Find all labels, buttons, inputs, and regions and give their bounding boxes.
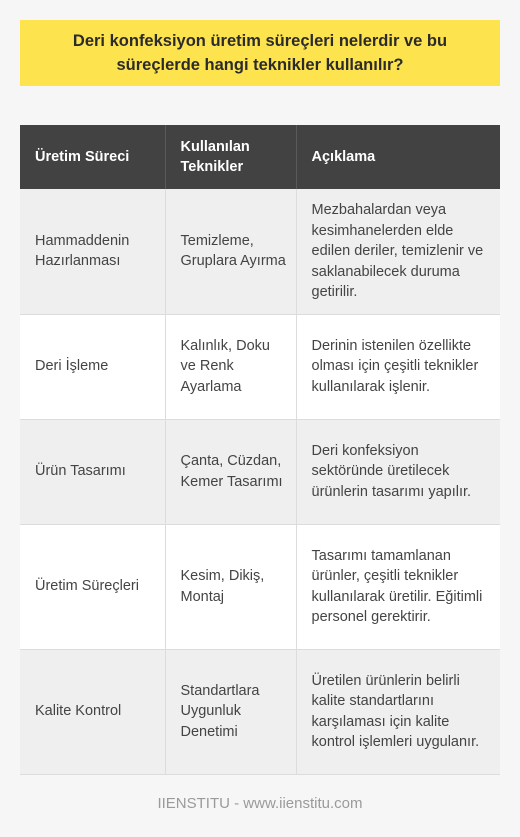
table-row	[20, 649, 500, 774]
table-row	[20, 524, 500, 649]
table-header-row	[20, 125, 500, 189]
cell-process: Deri İşleme	[20, 314, 165, 419]
header-process: Üretim Süreci	[20, 125, 165, 189]
table-row	[20, 189, 500, 314]
cell-techniques: Standartlara Uygunluk Denetimi	[165, 649, 296, 774]
header-description: Açıklama	[296, 125, 500, 189]
table-row	[20, 314, 500, 419]
cell-techniques: Çanta, Cüzdan, Kemer Tasarımı	[165, 419, 296, 524]
page-title: Deri konfeksiyon üretim süreçleri nelerdir ve bu süreçlerde hangi teknikler kullanılır?	[72, 32, 448, 74]
cell-process: Hammaddenin Hazırlanması	[20, 189, 165, 314]
table-row	[20, 419, 500, 524]
cell-description: Deri konfeksiyon sektöründe üretilecek ürünlerin tasarımı yapılır.	[296, 419, 500, 524]
header-techniques: Kullanılan Teknikler	[165, 125, 296, 189]
cell-process: Üretim Süreçleri	[20, 524, 165, 649]
cell-description: Mezbahalardan veya kesimhanelerden elde edilen deriler, temizlenir ve saklanabilecek duruma getirilir.	[296, 189, 500, 314]
cell-process: Ürün Tasarımı	[20, 419, 165, 524]
footer-credit: IIENSTITU - www.iienstitu.com	[157, 795, 363, 812]
cell-description: Derinin istenilen özellikte olması için çeşitli teknikler kullanılarak işlenir.	[296, 314, 500, 419]
cell-process: Kalite Kontrol	[20, 649, 165, 774]
cell-techniques: Temizleme, Gruplara Ayırma	[165, 189, 296, 314]
process-table	[20, 125, 500, 775]
cell-description: Tasarımı tamamlanan ürünler, çeşitli teknikler kullanılarak üretilir. Eğitimli personel gerektirir.	[296, 524, 500, 649]
title-banner	[20, 20, 500, 86]
cell-techniques: Kalınlık, Doku ve Renk Ayarlama	[165, 314, 296, 419]
cell-description: Üretilen ürünlerin belirli kalite standartlarını karşılaması için kalite kontrol işlemleri uygulanır.	[296, 649, 500, 774]
cell-techniques: Kesim, Dikiş, Montaj	[165, 524, 296, 649]
